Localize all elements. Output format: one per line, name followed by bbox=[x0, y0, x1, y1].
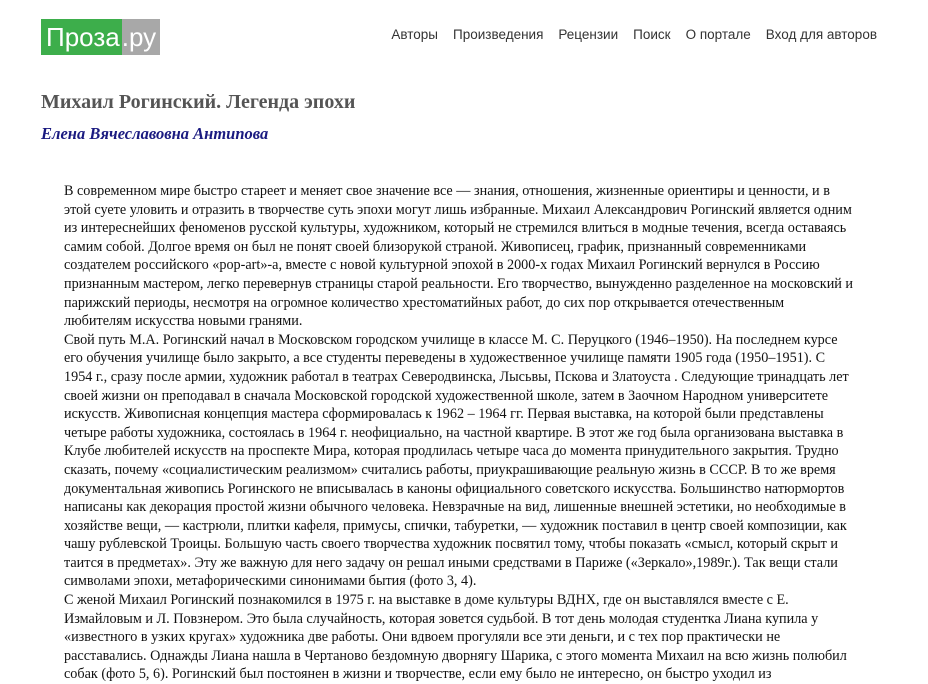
site-header bbox=[0, 0, 928, 72]
nav-authors[interactable]: Авторы bbox=[391, 27, 439, 42]
nav-reviews[interactable]: Рецензии bbox=[558, 27, 619, 42]
author-link[interactable]: Елена Вячеславовна Антипова bbox=[41, 124, 269, 143]
page-title: Михаил Рогинский. Легенда эпохи bbox=[41, 91, 356, 113]
article-text bbox=[64, 182, 854, 684]
top-nav bbox=[391, 27, 877, 42]
nav-search[interactable]: Поиск bbox=[633, 27, 671, 42]
logo-tld: ру bbox=[129, 19, 160, 55]
nav-login[interactable]: Вход для авторов bbox=[765, 27, 877, 42]
nav-works[interactable]: Произведения bbox=[453, 27, 544, 42]
logo-main: Проза bbox=[41, 19, 122, 55]
article-paragraph: С женой Михаил Рогинский познакомился в 1975 г. на выставке в доме культуры ВДНХ, где он выставлялся вместе с Е. Измайловым и Л. Повзнером. Это была случайность, которая зовется судьбой. В тот день молодая студентка Лиана купила у «известного в узких кругах» художника две работы. Они вдвоем прогуляли все эти деньги, и с тех пор практически не расставались. Однажды Лиана нашла в Чертаново бездомную дворнягу Шарика, с этого момента Михаил на всю жизнь полюбил собак (фото 5, 6). Рогинский был постоянен в жизни и творчестве, если ему было не интересно, он быстро уходил из bbox=[64, 592, 847, 683]
logo-dot: . bbox=[122, 19, 129, 55]
nav-about[interactable]: О портале bbox=[685, 27, 751, 42]
site-logo[interactable] bbox=[41, 19, 160, 55]
article-paragraph: В современном мире быстро стареет и меняет свое значение все — знания, отношения, жизненные ориентиры и ценности, и в этой суете уловить и отразить в творчестве суть эпохи могут лишь избранные. Михаил Александрович Рогинский является одним из интереснейших феноменов русской культуры, художником, который не стремился влиться в модные течения, всегда оставаясь самим собой. Долгое время он был не понят своей близорукой страной. Живописец, график, признанный современниками создателем российского «pop-art»-а, вместе с новой культурной эпохой в 2000-х годах Михаил Рогинский вернулся в Россию признанным мастером, легко перевернув страницы старой реальности. Его творчество, вынужденно разделенное на московский и парижский периоды, несмотря на огромное количество хрестоматийных работ, до сих пор открывается отечественным любителям искусства новыми гранями. bbox=[64, 183, 854, 330]
article-paragraph: Свой путь М.А. Рогинский начал в Московском городском училище в классе М. С. Перуцкого (1946–1950). На последнем курсе его обучения училище было закрыто, а все студенты переведены в художественное училище памяти 1905 года (1950–1951). С 1954 г., сразу после армии, художник работал в театрах Северодвинска, Лысьвы, Пскова и Златоуста . Следующие тринадцать лет своей жизни он преподавал в сначала Московской городской художественной школе, затем в Заочном Народном университете искусств. Живописная концепция мастера сформировалась к 1962 – 1964 гг. Первая выставка, на которой были представлены четыре работы художника, состоялась в 1964 г. неофициально, на частной квартире. В этот же год была организована выставка в Клубе любителей искусств на проспекте Мира, которая продлилась четыре часа до момента принудительного закрытия. Трудно сказать, почему «социалистическим реализмом» считались работы, приукрашивающие реальную жизнь в СССР. В то же время документальная живопись Рогинского не вписывалась в каноны официального советского искусства. Большинство натюрмортов написаны как декорация простой жизни обычного человека. Невзрачные на вид, лишенные внешней эстетики, но необходимые в хозяйстве вещи, — кастрюли, плитки кафеля, примусы, спички, табуретки, — художник поставил в центр своей композиции, как чашу рублевской Троицы. Большую часть своего творчества художник посвятил тому, чтобы показать «смысл, который скрыт и таится в предметах». Эту же важную для него задачу он решал иными средствами в Париже («Зеркало»,1989г.). Так вещи стали символами эпохи, метафорическими синонимами бытия (фото 3, 4). bbox=[64, 331, 849, 590]
